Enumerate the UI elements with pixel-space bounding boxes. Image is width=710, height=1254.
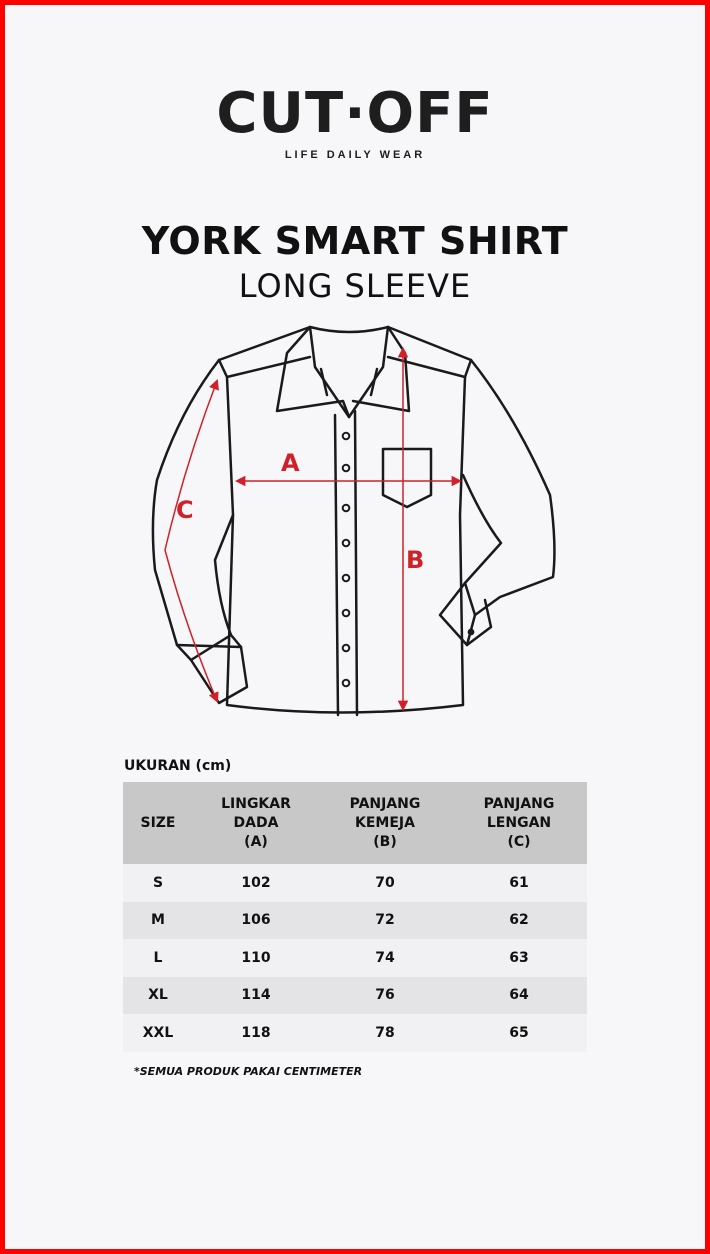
table-row (123, 1014, 587, 1052)
cell-shirt-length: 78 (319, 1014, 451, 1052)
cell-chest: 110 (193, 939, 319, 977)
cell-sleeve-length: 65 (451, 1014, 587, 1052)
cuff-button-icon (469, 630, 474, 635)
product-title: YORK SMART SHIRT (141, 219, 569, 263)
button-icon (343, 610, 350, 617)
logo-wordmark: CUT·OFF (216, 81, 494, 146)
measure-label-a: A (281, 449, 300, 477)
cell-chest: 106 (193, 902, 319, 940)
cell-shirt-length: 76 (319, 977, 451, 1015)
button-icon (343, 433, 350, 440)
cell-sleeve-length: 61 (451, 864, 587, 902)
cell-chest: 118 (193, 1014, 319, 1052)
product-subtitle: LONG SLEEVE (238, 267, 472, 305)
shirt-outline (153, 327, 555, 715)
measure-line-c (165, 381, 217, 701)
size-table-header-row (123, 782, 587, 864)
button-icon (343, 505, 350, 512)
button-icon (343, 645, 350, 652)
cell-shirt-length: 70 (319, 864, 451, 902)
table-row (123, 902, 587, 940)
cell-shirt-length: 74 (319, 939, 451, 977)
button-icon (343, 465, 350, 472)
table-row (123, 977, 587, 1015)
cell-sleeve-length: 63 (451, 939, 587, 977)
cell-size: XL (123, 977, 193, 1015)
cell-size: S (123, 864, 193, 902)
table-row (123, 864, 587, 902)
col-header-size: SIZE (123, 782, 193, 864)
cell-sleeve-length: 64 (451, 977, 587, 1015)
cell-chest: 114 (193, 977, 319, 1015)
cell-size: XXL (123, 1014, 193, 1052)
cell-chest: 102 (193, 864, 319, 902)
size-chart-heading: UKURAN (cm) (124, 758, 232, 774)
cell-sleeve-length: 62 (451, 902, 587, 940)
measure-label-c: C (176, 496, 194, 524)
units-note: *SEMUA PRODUK PAKAI CENTIMETER (134, 1065, 363, 1078)
col-header-sleeve-length: PANJANG LENGAN (C) (451, 782, 587, 864)
shirt-diagram (5, 315, 705, 725)
size-chart-card (5, 5, 705, 1249)
cell-shirt-length: 72 (319, 902, 451, 940)
measure-label-b: B (406, 546, 425, 574)
size-table (123, 782, 587, 1052)
brand-logo (5, 83, 705, 161)
cell-size: M (123, 902, 193, 940)
col-header-shirt-length: PANJANG KEMEJA (B) (319, 782, 451, 864)
button-icon (343, 680, 350, 687)
button-icon (343, 575, 350, 582)
logo-tagline: LIFE DAILY WEAR (284, 149, 426, 161)
cell-size: L (123, 939, 193, 977)
col-header-chest: LINGKAR DADA (A) (193, 782, 319, 864)
button-icon (343, 540, 350, 547)
table-row (123, 939, 587, 977)
